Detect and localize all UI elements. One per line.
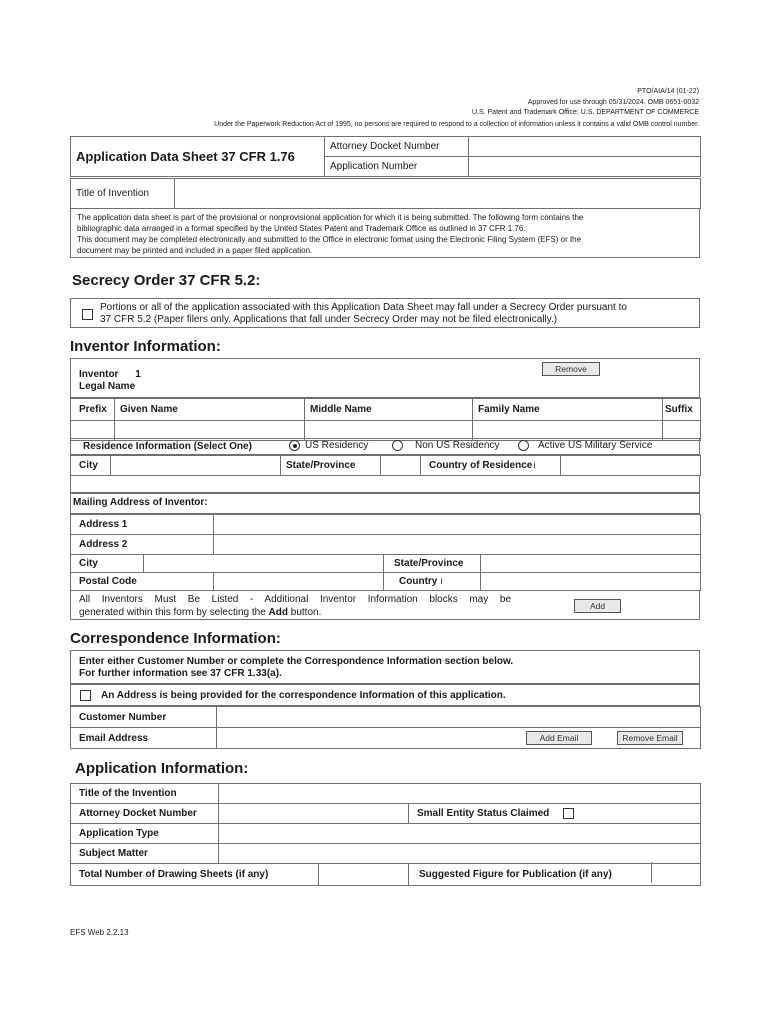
small-entity-label: Small Entity Status Claimed: [417, 808, 550, 820]
country-input[interactable]: [481, 573, 701, 591]
address-provided-checkbox[interactable]: [80, 690, 91, 701]
address1-input[interactable]: [214, 515, 701, 535]
mail-state-label: State/Province: [384, 555, 481, 573]
customer-number-input[interactable]: [217, 707, 701, 728]
residence-option-non-us[interactable]: [392, 440, 499, 451]
agency-text: U.S. Patent and Trademark Office; U.S. DEPARTMENT OF COMMERCE: [471, 109, 699, 116]
attorney-docket-input[interactable]: [469, 137, 701, 157]
remove-email-button[interactable]: Remove Email: [617, 731, 683, 745]
country-of-residence-label: Country of Residence: [429, 460, 533, 471]
drawing-sheets-input[interactable]: [319, 864, 409, 886]
inventor-header-box: [70, 358, 700, 398]
country-of-residence-marker: i: [533, 460, 536, 470]
intro-text-1: The application data sheet is part of the provisional or nonprovisional application for which it is being submitted. The following form contains the: [77, 213, 584, 222]
us-residency-radio[interactable]: [289, 440, 300, 451]
residence-spacer: [70, 475, 700, 493]
city-label: City: [71, 456, 111, 476]
legal-name-table: [70, 398, 701, 441]
address1-label: Address 1: [71, 515, 214, 535]
email-address-label: Email Address: [71, 728, 217, 749]
secrecy-checkbox[interactable]: [82, 309, 93, 320]
country-of-residence-input[interactable]: [561, 456, 701, 476]
title-of-invention-label: Title of Invention: [71, 179, 175, 209]
family-name-label: Family Name: [473, 399, 663, 421]
intro-box: [70, 208, 700, 258]
drawing-sheets-label: Total Number of Drawing Sheets (if any): [71, 864, 319, 886]
secrecy-heading: Secrecy Order 37 CFR 5.2:: [72, 272, 261, 289]
postal-code-input[interactable]: [214, 573, 384, 591]
add-email-button[interactable]: Add Email: [526, 731, 592, 745]
paperwork-notice: Under the Paperwork Reduction Act of 1995, no persons are required to respond to a collection of information unless it contains a valid OMB control number.: [214, 121, 699, 128]
us-residency-label: US Residency: [305, 440, 369, 452]
intro-text-2: bibliographic data arranged in a format specified by the United States Patent and Trademark Office as outlined in 37 CFR 1.76.: [77, 224, 526, 233]
form-id: PTO/AIA/14 (01-22): [637, 88, 699, 95]
country-label: Country: [399, 576, 438, 587]
prefix-label: Prefix: [71, 399, 115, 421]
application-number-label: Application Number: [325, 157, 469, 177]
suggested-figure-label: Suggested Figure for Publication (if any): [409, 864, 701, 886]
application-table: [70, 783, 701, 886]
app-docket-input[interactable]: [219, 804, 409, 824]
title-of-invention-input[interactable]: [175, 179, 701, 209]
middle-name-label: Middle Name: [305, 399, 473, 421]
residence-option-us[interactable]: [289, 440, 368, 451]
title-table: [70, 178, 701, 209]
mailing-address-label: Mailing Address of Inventor:: [73, 497, 208, 508]
secrecy-text-2: 37 CFR 5.2 (Paper filers only. Applications that fall under Secrecy Order may not be filed electronically.): [100, 314, 558, 325]
application-heading: Application Information:: [75, 760, 249, 777]
city-input[interactable]: [111, 456, 281, 476]
postal-code-label: Postal Code: [71, 573, 214, 591]
all-inventors-bold: Add: [268, 607, 288, 618]
correspondence-instr-1: Enter either Customer Number or complete the Correspondence Information section below.: [79, 656, 514, 667]
approval-text: Approved for use through 05/31/2024. OMB 0651-0032: [527, 99, 699, 106]
mailing-table: [70, 514, 701, 591]
app-title-input[interactable]: [219, 784, 701, 804]
residence-row: [70, 438, 700, 455]
correspondence-instr-2: For further information see 37 CFR 1.33(a).: [79, 668, 282, 679]
application-number-input[interactable]: [469, 157, 701, 177]
all-inventors-post: button.: [288, 607, 322, 618]
residence-option-military[interactable]: [518, 440, 652, 451]
secrecy-box: [70, 298, 700, 328]
residence-table: [70, 455, 701, 476]
inventor-heading: Inventor Information:: [70, 338, 221, 355]
customer-number-label: Customer Number: [71, 707, 217, 728]
correspondence-heading: Correspondence Information:: [70, 630, 281, 647]
address-provided-label: An Address is being provided for the correspondence Information of this application.: [101, 690, 506, 701]
mail-city-input[interactable]: [144, 555, 384, 573]
correspondence-address-row: [70, 684, 700, 706]
residence-label: Residence Information (Select One): [83, 441, 252, 452]
secrecy-text-1: Portions or all of the application associated with this Application Data Sheet may fall under a Secrecy Order pursuant to: [100, 302, 627, 313]
non-us-residency-label: Non US Residency: [415, 440, 500, 452]
correspondence-table: [70, 706, 701, 749]
add-inventor-button[interactable]: Add: [574, 599, 621, 613]
small-entity-checkbox[interactable]: [563, 808, 574, 819]
military-service-label: Active US Military Service: [538, 440, 653, 452]
address2-label: Address 2: [71, 535, 214, 555]
subject-matter-label: Subject Matter: [71, 844, 219, 864]
application-type-input[interactable]: [219, 824, 701, 844]
intro-text-4: document may be printed and included in a paper filed application.: [77, 246, 313, 255]
remove-inventor-button[interactable]: Remove: [542, 362, 600, 376]
attorney-docket-label: Attorney Docket Number: [325, 137, 469, 157]
inventor-label: Inventor: [79, 369, 119, 380]
ads-header-table: [70, 136, 701, 177]
suffix-label: Suffix: [663, 399, 701, 421]
form-title: Application Data Sheet 37 CFR 1.76: [71, 137, 325, 177]
mailing-box: [70, 493, 700, 514]
efs-version: EFS Web 2.2.13: [70, 928, 129, 937]
application-type-label: Application Type: [71, 824, 219, 844]
subject-matter-input[interactable]: [219, 844, 701, 864]
all-inventors-text-1: All Inventors Must Be Listed - Additional Inventor Information blocks may be: [79, 594, 511, 605]
legal-name-label: Legal Name: [79, 381, 136, 392]
address2-input[interactable]: [214, 535, 701, 555]
all-inventors-pre: generated within this form by selecting the: [79, 607, 269, 618]
military-service-radio[interactable]: [518, 440, 529, 451]
state-province-input[interactable]: [381, 456, 421, 476]
intro-text-3: This document may be completed electronically and submitted to the Office in electronic format using the Electronic Filing System (EFS) or the: [77, 235, 582, 244]
mail-state-input[interactable]: [481, 555, 701, 573]
all-inventors-text-2: [79, 606, 511, 619]
correspondence-instr-box: [70, 650, 700, 684]
state-province-label: State/Province: [281, 456, 381, 476]
inventor-number: 1: [135, 369, 141, 380]
mail-city-label: City: [71, 555, 144, 573]
given-name-label: Given Name: [115, 399, 305, 421]
all-inventors-box: [70, 590, 700, 620]
non-us-residency-radio[interactable]: [392, 440, 403, 451]
app-docket-label: Attorney Docket Number: [71, 804, 219, 824]
suggested-figure-input[interactable]: [651, 862, 700, 883]
app-title-label: Title of the Invention: [71, 784, 219, 804]
country-marker: i: [440, 576, 443, 586]
